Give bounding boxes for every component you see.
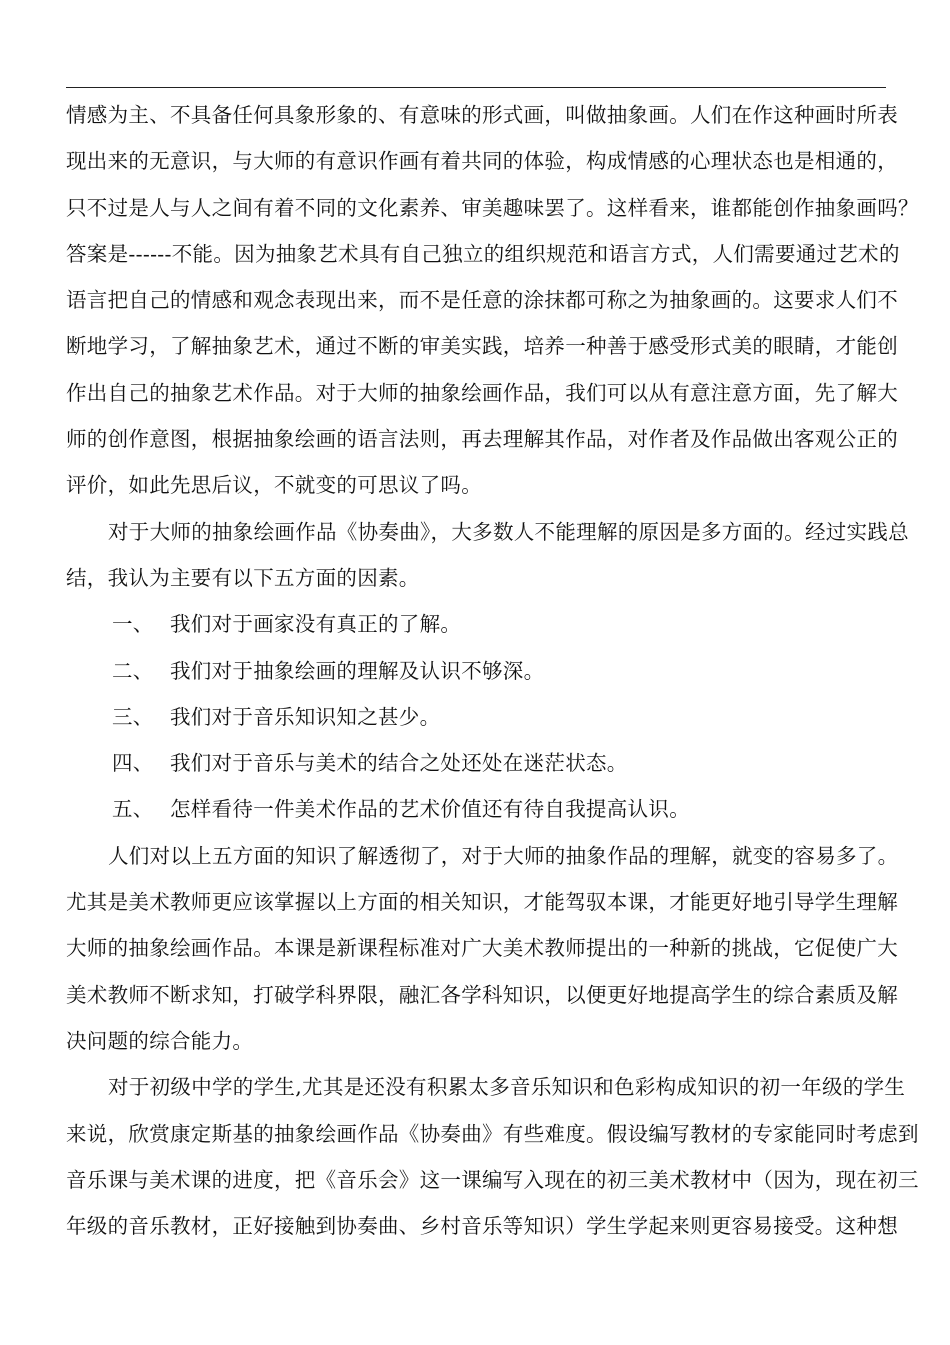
paragraph-3	[66, 833, 906, 1064]
list-text: 我们对于音乐与美术的结合之处还处在迷茫状态。	[170, 751, 628, 776]
paragraph-line: 断地学习，了解抽象艺术，通过不断的审美实践，培养一种善于感受形式美的眼睛，才能创	[66, 334, 898, 359]
paragraph-line: 年级的音乐教材，正好接触到协奏曲、乡村音乐等知识）学生学起来则更容易接受。这种想	[66, 1214, 898, 1239]
list-number: 三、	[112, 704, 154, 729]
list-item	[66, 740, 906, 786]
header-rule	[66, 87, 886, 88]
paragraph-line: 作出自己的抽象艺术作品。对于大师的抽象绘画作品，我们可以从有意注意方面，先了解大	[66, 380, 898, 405]
paragraph-line: 答案是------不能。因为抽象艺术具有自己独立的组织规范和语言方式，人们需要通过艺术的	[66, 241, 900, 266]
paragraph-line: 音乐课与美术课的进度，把《音乐会》这一课编写入现在的初三美术教材中（因为，现在初三	[66, 1167, 919, 1192]
paragraph-line: 大师的抽象绘画作品。本课是新课程标准对广大美术教师提出的一种新的挑战，它促使广大	[66, 936, 898, 961]
paragraph-line: 评价，如此先思后议，不就变的可思议了吗。	[66, 473, 482, 498]
list-number: 五、	[112, 797, 154, 822]
list-text: 我们对于抽象绘画的理解及认识不够深。	[170, 658, 545, 683]
paragraph-line: 决问题的综合能力。	[66, 1028, 254, 1053]
list-text: 我们对于画家没有真正的了解。	[170, 612, 462, 637]
list-item	[66, 786, 906, 832]
list-number: 一、	[112, 612, 154, 637]
list-text: 怎样看待一件美术作品的艺术价值还有待自我提高认识。	[170, 797, 690, 822]
paragraph-line: 语言把自己的情感和观念表现出来，而不是任意的涂抹都可称之为抽象画的。这要求人们不	[66, 288, 898, 313]
list-number: 二、	[112, 658, 154, 683]
list-text: 我们对于音乐知识知之甚少。	[170, 704, 441, 729]
paragraph-line: 师的创作意图，根据抽象绘画的语言法则，再去理解其作品，对作者及作品做出客观公正的	[66, 427, 898, 452]
paragraph-1	[66, 92, 919, 509]
paragraph-line: 美术教师不断求知，打破学科界限，融汇各学科知识，以便更好地提高学生的综合素质及解	[66, 982, 898, 1007]
paragraph-line: 结，我认为主要有以下五方面的因素。	[66, 565, 420, 590]
paragraph-2	[66, 509, 909, 602]
paragraph-line: 现出来的无意识，与大师的有意识作画有着共同的体验，构成情感的心理状态也是相通的，	[66, 149, 898, 174]
document-body	[66, 92, 919, 1249]
list-number: 四、	[112, 751, 154, 776]
paragraph-line: 对于大师的抽象绘画作品《协奏曲》，大多数人不能理解的原因是多方面的。经过实践总	[108, 519, 909, 544]
paragraph-line: 情感为主、不具备任何具象形象的、有意味的形式画，叫做抽象画。人们在作这种画时所表	[66, 103, 898, 127]
list-item	[66, 648, 906, 694]
paragraph-line: 尤其是美术教师更应该掌握以上方面的相关知识，才能驾驭本课，才能更好地引导学生理解	[66, 890, 898, 915]
paragraph-line: 对于初级中学的学生,尤其是还没有积累太多音乐知识和色彩构成知识的初一年级的学生	[108, 1075, 906, 1100]
reasons-list	[66, 601, 906, 832]
list-item	[66, 601, 906, 647]
paragraph-line: 人们对以上五方面的知识了解透彻了，对于大师的抽象作品的理解，就变的容易多了。	[108, 843, 899, 868]
paragraph-4	[66, 1064, 919, 1249]
paragraph-line: 来说，欣赏康定斯基的抽象绘画作品《协奏曲》有些难度。假设编写教材的专家能同时考虑到	[66, 1121, 919, 1146]
list-item	[66, 694, 906, 740]
paragraph-line: 只不过是人与人之间有着不同的文化素养、审美趣味罢了。这样看来，谁都能创作抽象画吗？	[66, 195, 919, 220]
